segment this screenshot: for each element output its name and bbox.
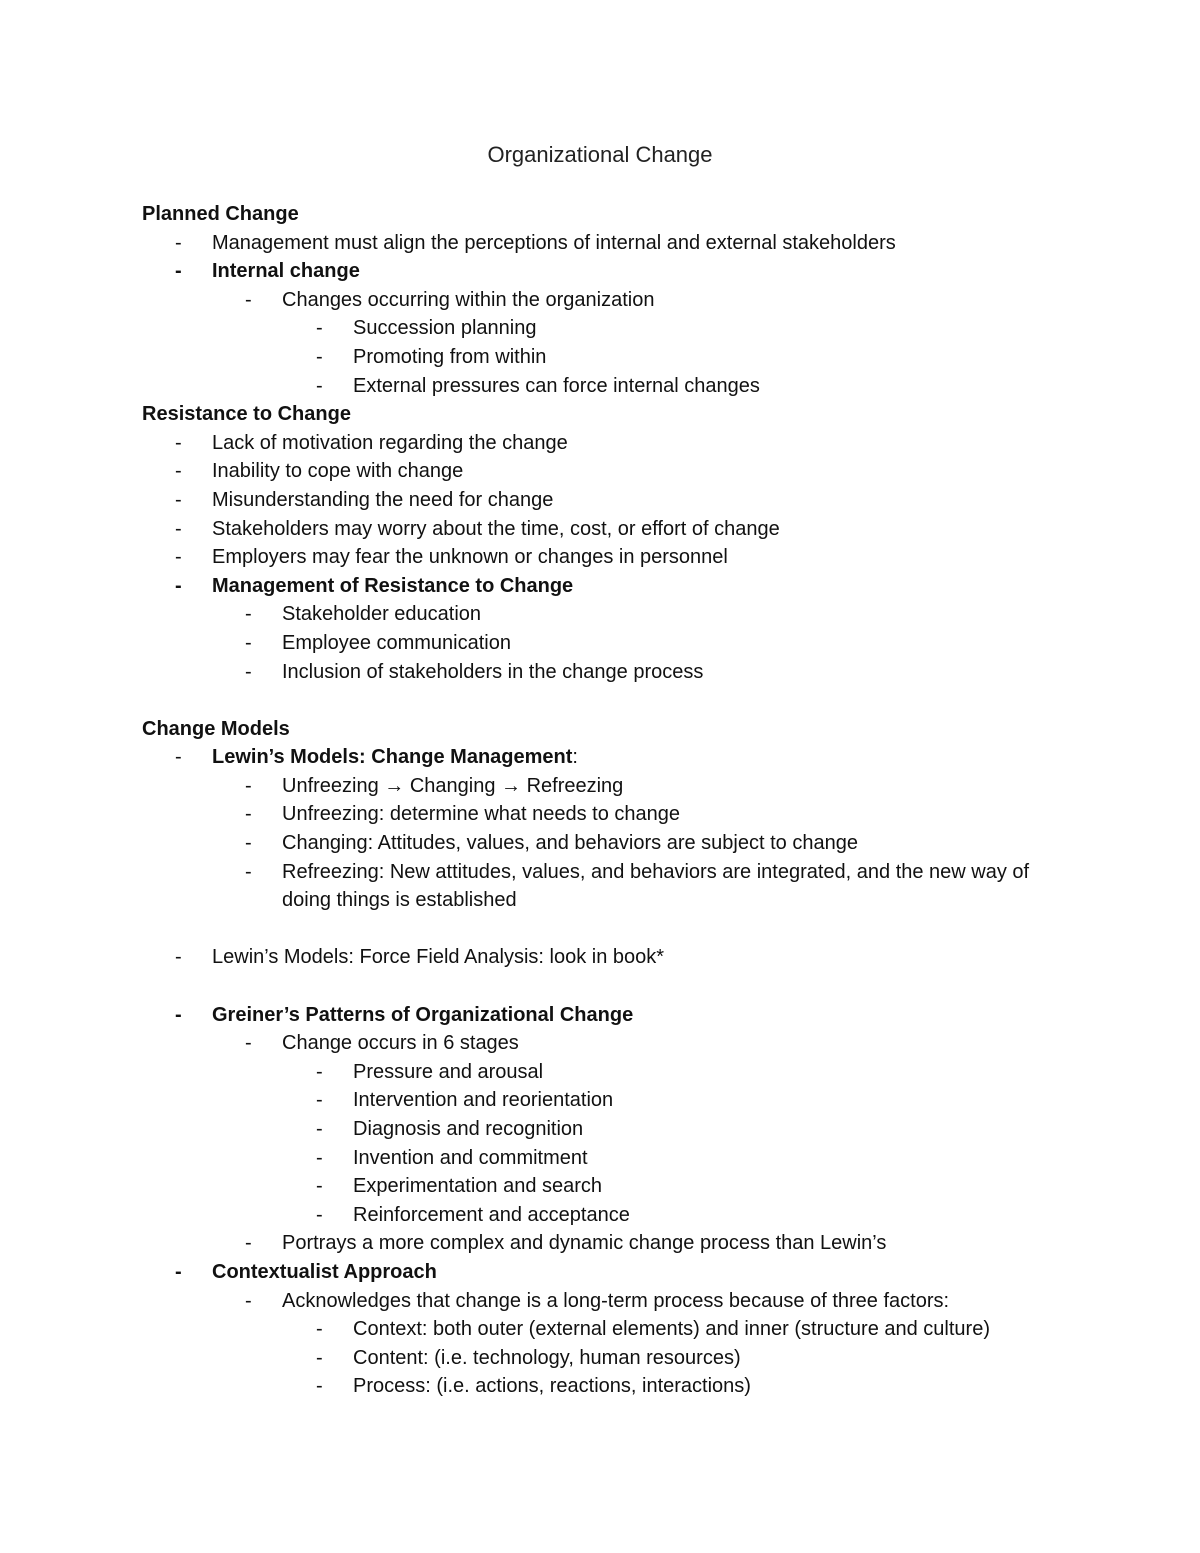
list-item <box>142 829 1062 858</box>
list-item-text: Context: both outer (external elements) and inner (structure and culture) <box>353 1318 990 1341</box>
list-item <box>142 429 1062 458</box>
list-item <box>142 343 1062 372</box>
colon-text: : <box>572 746 578 769</box>
list-item <box>142 457 1062 486</box>
dash-bullet: - <box>316 345 323 368</box>
list-item <box>142 1086 1062 1115</box>
list-item-text: Pressure and arousal <box>353 1060 544 1083</box>
list-item <box>142 658 1062 687</box>
dash-bullet: - <box>245 1232 252 1255</box>
dash-bullet: - <box>245 803 252 826</box>
dash-bullet: - <box>245 660 252 683</box>
list-item <box>142 943 1062 972</box>
dash-bullet: - <box>316 374 323 397</box>
list-item <box>142 314 1062 343</box>
blank-line <box>142 915 1062 944</box>
list-item <box>142 486 1062 515</box>
dash-bullet: - <box>175 574 182 597</box>
list-item <box>142 800 1062 829</box>
subheading-contextualist-approach <box>142 1258 1062 1287</box>
list-item-text: Changing: Attitudes, values, and behaviors are subject to change <box>282 832 858 855</box>
dash-bullet: - <box>175 1260 182 1283</box>
dash-bullet: - <box>175 1003 182 1026</box>
list-item <box>142 1144 1062 1173</box>
dash-bullet: - <box>175 231 182 254</box>
dash-bullet: - <box>245 774 252 797</box>
dash-bullet: - <box>175 546 182 569</box>
dash-bullet: - <box>245 631 252 654</box>
list-item-text: Inclusion of stakeholders in the change process <box>282 660 704 683</box>
blank-line <box>142 972 1062 1001</box>
dash-bullet: - <box>175 431 182 454</box>
list-item-text: Inability to cope with change <box>212 460 464 483</box>
dash-bullet: - <box>316 1060 323 1083</box>
dash-bullet: - <box>175 488 182 511</box>
list-item <box>142 1229 1062 1258</box>
list-item-text: Acknowledges that change is a long-term process because of three factors: <box>282 1289 950 1312</box>
dash-bullet: - <box>245 1289 252 1312</box>
list-item-text: Reinforcement and acceptance <box>353 1203 630 1226</box>
dash-bullet: - <box>316 1203 323 1226</box>
section-heading-planned-change: Planned Change <box>142 203 299 225</box>
subheading-lewins-change-management <box>142 743 1062 772</box>
blank-line <box>142 686 1062 715</box>
dash-bullet: - <box>245 832 252 855</box>
list-item-text: Contextualist Approach <box>212 1260 437 1283</box>
dash-bullet: - <box>175 946 182 969</box>
list-item-text: Promoting from within <box>353 345 547 368</box>
dash-bullet: - <box>175 260 182 283</box>
list-item <box>142 1201 1062 1230</box>
list-item-text: Lack of motivation regarding the change <box>212 431 568 454</box>
list-item-text: Internal change <box>212 260 360 283</box>
list-item-text: Change occurs in 6 stages <box>282 1032 519 1055</box>
dash-bullet: - <box>316 1118 323 1140</box>
subheading-management-of-resistance <box>142 572 1062 601</box>
list-item <box>142 1115 1062 1144</box>
dash-bullet: - <box>316 1346 323 1369</box>
list-item-text: Unfreezing → Changing → Refreezing <box>282 774 624 797</box>
list-item-text: Portrays a more complex and dynamic change process than Lewin’s <box>282 1232 887 1255</box>
list-item-text: Content: (i.e. technology, human resources) <box>353 1346 741 1369</box>
list-item-text: Succession planning <box>353 317 537 340</box>
list-item-text: Experimentation and search <box>353 1175 603 1198</box>
list-item-text: Invention and commitment <box>353 1146 588 1169</box>
list-item-text: Employers may fear the unknown or changes in personnel <box>212 546 728 569</box>
list-item <box>142 629 1062 658</box>
list-item <box>142 858 1042 915</box>
list-item <box>142 372 1062 401</box>
dash-bullet: - <box>316 1375 323 1398</box>
list-item <box>142 1344 1062 1373</box>
page-title: Organizational Change <box>487 142 713 167</box>
subheading-greiners-patterns <box>142 1001 1062 1030</box>
list-item <box>142 286 1062 315</box>
list-item-text: Employee communication <box>282 631 511 654</box>
dash-bullet: - <box>245 288 252 311</box>
dash-bullet: - <box>175 517 182 540</box>
list-item-text: Stakeholder education <box>282 603 482 626</box>
list-item-text: Lewin’s Models: Force Field Analysis: look in book* <box>212 946 665 969</box>
list-item-text: Management must align the perceptions of internal and external stakeholders <box>212 231 896 254</box>
list-item-text: Process: (i.e. actions, reactions, interactions) <box>353 1375 751 1398</box>
dash-bullet: - <box>316 1175 323 1198</box>
dash-bullet: - <box>245 603 252 626</box>
list-item <box>142 1172 1062 1201</box>
list-item <box>142 1315 1062 1344</box>
list-item <box>142 515 1062 544</box>
list-item <box>142 543 1062 572</box>
list-item <box>142 1029 1062 1058</box>
dash-bullet: - <box>175 460 182 483</box>
list-item-text: Intervention and reorientation <box>353 1089 614 1112</box>
list-item <box>142 1287 1062 1316</box>
list-item-text: External pressures can force internal changes <box>353 374 760 397</box>
list-item-text: Refreezing: New attitudes, values, and behaviors are integrated, and the new way of doing things is established <box>282 860 1030 912</box>
list-item <box>142 229 1062 258</box>
list-item-text: Lewin’s Models: Change Management <box>212 746 573 769</box>
list-item-text: Management of Resistance to Change <box>212 574 574 597</box>
list-item-text: Greiner’s Patterns of Organizational Change <box>212 1003 634 1026</box>
list-item-text: Diagnosis and recognition <box>353 1118 584 1140</box>
list-item-text: Unfreezing: determine what needs to change <box>282 803 681 826</box>
list-item <box>142 772 1062 801</box>
document-body <box>142 200 1062 1401</box>
dash-bullet: - <box>316 1089 323 1112</box>
dash-bullet: - <box>245 1032 252 1055</box>
dash-bullet: - <box>316 1146 323 1169</box>
dash-bullet: - <box>175 746 182 769</box>
list-item-text: Changes occurring within the organization <box>282 288 655 311</box>
subheading-internal-change <box>142 257 1062 286</box>
list-item <box>142 1372 1062 1401</box>
section-heading-resistance: Resistance to Change <box>142 403 351 426</box>
section-heading-change-models: Change Models <box>142 717 290 740</box>
list-item <box>142 1058 1062 1087</box>
dash-bullet: - <box>316 317 323 340</box>
list-item-text: Stakeholders may worry about the time, cost, or effort of change <box>212 517 780 540</box>
list-item-text: Misunderstanding the need for change <box>212 488 554 511</box>
list-item <box>142 600 1062 629</box>
dash-bullet: - <box>245 860 252 883</box>
dash-bullet: - <box>316 1318 323 1341</box>
